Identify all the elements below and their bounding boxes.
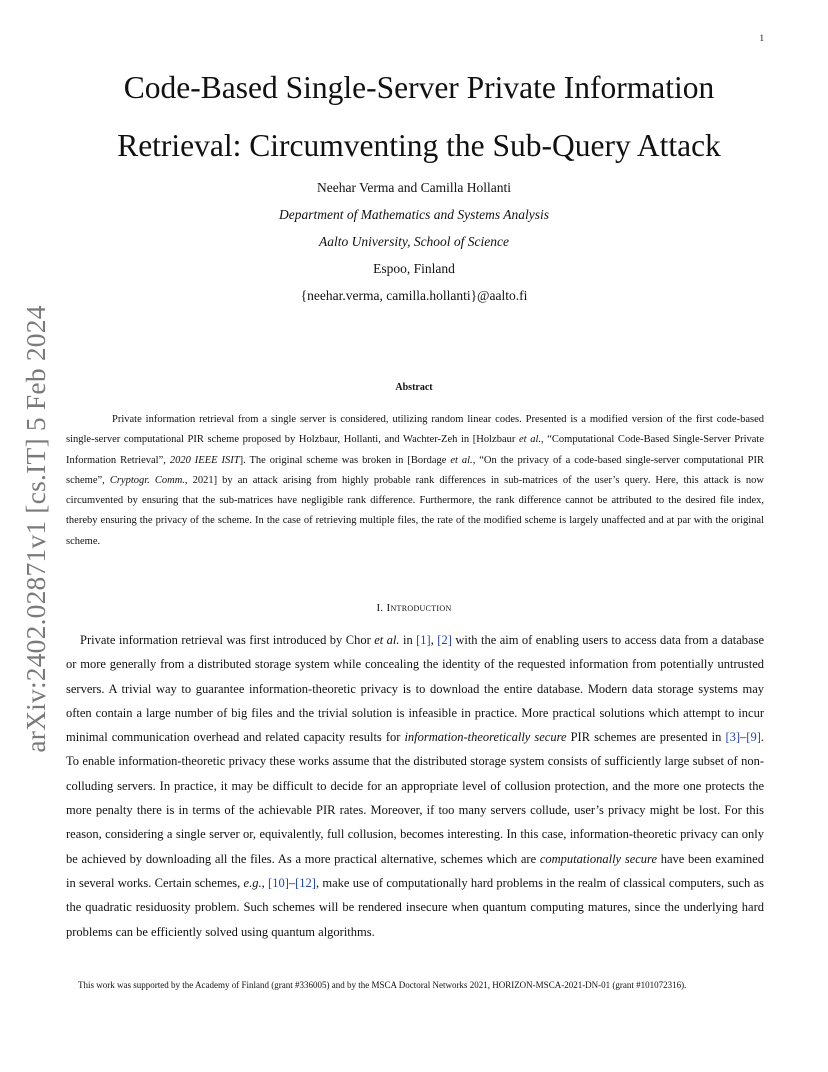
intro-italic: e.g. xyxy=(243,875,262,890)
intro-text: PIR schemes are presented in xyxy=(566,730,726,745)
abstract-part-5: , 2021] by an attack arising from highly probable rank differences in sub-matrices of the user’s query. Here, this attack is now circumvented by ensuring that the sub-matrices have negligible rank difference. Furthermore, the rank difference cannot be attributed to the desired file index, thereby ensuring the privacy of the scheme. In the case of retrieving multiple files, the rate of the modified scheme is largely unaffected and at par with the original scheme. xyxy=(66,474,764,547)
intro-italic: et al. xyxy=(374,633,400,647)
citation-link-9[interactable]: [9] xyxy=(746,730,761,745)
abstract-et-al-1: et al. xyxy=(518,434,541,446)
introduction-paragraph xyxy=(66,628,764,944)
citation-link-10[interactable]: [10] xyxy=(268,875,289,890)
intro-text: – xyxy=(288,875,296,890)
intro-text: . To enable information-theoretic privacy these works assume that the distributed storage system consists of sufficiently large subset of non-colluding servers. In practice, it may be difficult to decide for an appropriate level of collusion protection, and the more one protects the more penalty there is in terms of the achievable PIR rates. Moreover, if too many servers collude, user’s privacy might be lost. For this reason, considering a single server or, equivalently, full collusion, becomes interesting. In this case, information-theoretic privacy can only be achieved by downloading all the files. As a more practical alternative, schemes which are xyxy=(66,730,764,866)
intro-text: , xyxy=(430,633,438,647)
citation-link-3[interactable]: [3] xyxy=(725,730,741,745)
citation-link-12[interactable]: [12] xyxy=(295,875,316,890)
intro-text: Private information retrieval was first introduced by Chor xyxy=(80,633,375,647)
intro-text: , xyxy=(261,875,269,890)
abstract-venue-2: Cryptogr. Comm. xyxy=(109,474,185,486)
author-names: Neehar Verma and Camilla Hollanti xyxy=(317,180,511,195)
abstract-text xyxy=(66,410,764,552)
intro-italic: information-theoretically secure xyxy=(404,730,567,745)
intro-text: with the aim of enabling users to access data from a database or more generally from a distributed storage system while concealing the identity of the requested information from potentially untrusted servers. A trivial way to guarantee information-theoretic privacy is to download the entire database. Modern data storage systems may often contain a large number of big files and the trivial solution is infeasible in practice. More practical solutions which attempt to incur minimal communication overhead and related capacity results for xyxy=(66,633,764,745)
section-heading-introduction xyxy=(0,602,828,614)
affiliation-location: Espoo, Finland xyxy=(373,261,455,276)
citation-link-1[interactable]: [1] xyxy=(416,633,431,647)
intro-italic: computationally secure xyxy=(539,851,657,866)
arxiv-stamp: arXiv:2402.02871v1 [cs.IT] 5 Feb 2024 xyxy=(20,305,51,753)
author-block xyxy=(0,174,828,309)
abstract-part-3: ]. The original scheme was broken in [Bordage xyxy=(239,454,451,466)
abstract-heading: Abstract xyxy=(395,382,433,393)
paper-title xyxy=(60,59,778,175)
paper-title-line-1: Code-Based Single-Server Private Information xyxy=(123,70,715,105)
abstract-part-4: , “On the privacy of a code-based single-server computational PIR scheme”, xyxy=(66,454,764,486)
page-number: 1 xyxy=(759,33,764,43)
intro-text: – xyxy=(740,730,747,745)
intro-text: , make use of computationally hard problems in the realm of classical computers, such as the quadratic residuosity problem. Such schemes will be rendered insecure when quantum computing matures, since the underlying hard problems can be efficiently solved using quantum algorithms. xyxy=(66,875,765,939)
abstract-venue-1: 2020 IEEE ISIT xyxy=(169,454,240,466)
affiliation-department: Department of Mathematics and Systems Analysis xyxy=(278,207,550,222)
section-title: Introduction xyxy=(386,602,452,614)
paper-title-line-2: Retrieval: Circumventing the Sub-Query Attack xyxy=(117,128,721,163)
affiliation-university: Aalto University, School of Science xyxy=(318,234,510,249)
abstract-et-al-2: et al. xyxy=(450,454,473,466)
intro-text: have been examined in several works. Certain schemes, xyxy=(66,851,764,890)
section-number: I. xyxy=(376,602,387,614)
abstract-part-2: , “Computational Code-Based Single-Server Private Information Retrieval”, xyxy=(66,434,764,466)
citation-link-2[interactable]: [2] xyxy=(437,633,452,647)
abstract-part-1: Private information retrieval from a single server is considered, utilizing random linear codes. Presented is a modified version of the first code-based single-server computational PIR scheme proposed by Holzbaur, Hollanti, and Wachter-Zeh in [Holzbaur xyxy=(66,414,764,446)
intro-text: in xyxy=(399,633,417,647)
funding-footnote: This work was supported by the Academy of Finland (grant #336005) and by the MSCA Doctoral Networks 2021, HORIZON-MSCA-2021-DN-01 (grant #101072316). xyxy=(78,980,687,990)
author-email: {neehar.verma, camilla.hollanti}@aalto.fi xyxy=(300,288,528,303)
